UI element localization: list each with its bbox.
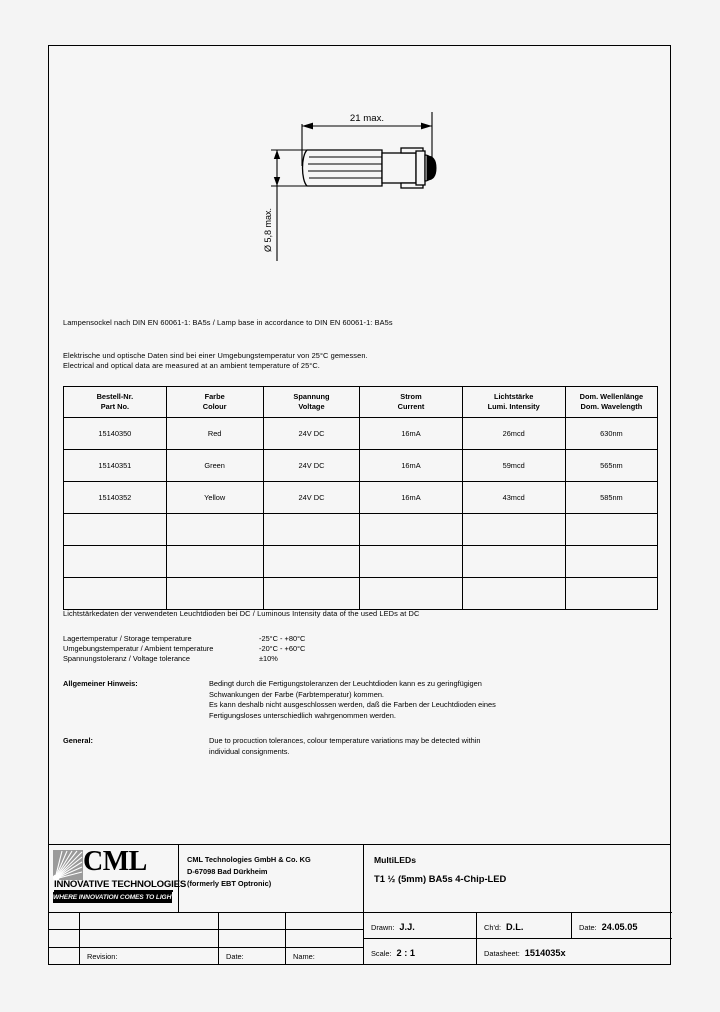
- cell-part-no: 15140350: [64, 418, 167, 450]
- revision-divider-1: [79, 913, 80, 965]
- revision-divider-2: [218, 913, 219, 965]
- cell-part-no: [64, 546, 167, 578]
- column-header-wavelength: Dom. Wellenlänge Dom. Wavelength: [565, 387, 657, 418]
- revision-row-labels: [49, 948, 363, 965]
- cell-current: [360, 514, 462, 546]
- cell-wavelength: [565, 578, 657, 610]
- cell-wavelength: 565nm: [565, 450, 657, 482]
- product-title: [364, 845, 672, 913]
- meta-datasheet-label: Datasheet:: [484, 949, 520, 958]
- cell-voltage: [263, 546, 360, 578]
- cell-intensity: 26mcd: [462, 418, 565, 450]
- cell-part-no: 15140351: [64, 450, 167, 482]
- product-description: T1 ½ (5mm) BA5s 4-Chip-LED: [374, 873, 507, 884]
- hint-line: Bedingt durch die Fertigungstoleranzen der Leuchtdioden kann es zu geringfügigen: [209, 679, 482, 688]
- revision-name-label: Name:: [293, 951, 315, 961]
- table-row: [64, 450, 658, 482]
- meta-scale: [364, 939, 477, 965]
- cell-current: [360, 546, 462, 578]
- cell-wavelength: [565, 546, 657, 578]
- cell-colour: [166, 546, 263, 578]
- electrical-note-en: Electrical and optical data are measured at an ambient temperature of 25°C.: [63, 361, 320, 370]
- cell-wavelength: 585nm: [565, 482, 657, 514]
- company-former-name: (formerly EBT Optronic): [187, 878, 272, 888]
- cell-current: [360, 578, 462, 610]
- cell-intensity: [462, 514, 565, 546]
- revision-divider-3: [285, 913, 286, 965]
- meta-checked: [477, 913, 572, 938]
- hint-line: Es kann deshalb nicht ausgeschlossen werden, daß die Farben der Leuchtdioden eines: [209, 700, 496, 710]
- hint-title-de: Allgemeiner Hinweis:: [63, 679, 138, 688]
- document-meta-grid: [364, 913, 672, 965]
- cell-voltage: 24V DC: [263, 482, 360, 514]
- hint-title-en: General:: [63, 736, 93, 745]
- led-technical-drawing: [49, 46, 670, 296]
- condition-label: Spannungstoleranz / Voltage tolerance: [63, 654, 190, 663]
- meta-date-value: 24.05.05: [601, 921, 638, 932]
- lamp-base-note: Lampensockel nach DIN EN 60061-1: BA5s / Lamp base in accordance to DIN EN 60061-1: BA5s: [63, 318, 393, 327]
- company-name: CML Technologies GmbH & Co. KG: [187, 855, 311, 864]
- table-row: [64, 578, 658, 610]
- meta-scale-line: [371, 943, 415, 961]
- meta-scale-value: 2 : 1: [396, 948, 415, 958]
- meta-drawn-label: Drawn:: [371, 922, 395, 932]
- dimension-width-label: 21 max.: [349, 113, 385, 124]
- logo-art: [53, 846, 187, 908]
- hint-line: Fertigungsloses unterschiedlich wahrgenommen werden.: [209, 710, 396, 720]
- meta-checked-value: D.L.: [506, 921, 524, 932]
- company-address: [179, 845, 364, 913]
- cell-intensity: [462, 578, 565, 610]
- cell-part-no: [64, 578, 167, 610]
- condition-label: Lagertemperatur / Storage temperature: [63, 634, 192, 643]
- table-header-row: [64, 387, 658, 418]
- cell-intensity: 43mcd: [462, 482, 565, 514]
- cell-wavelength: [565, 514, 657, 546]
- title-block: [49, 844, 670, 964]
- table-row: [64, 546, 658, 578]
- column-header-intensity: Lichtstärke Lumi. Intensity: [462, 387, 565, 418]
- meta-checked-label: Ch'd:: [484, 922, 502, 932]
- meta-datasheet-line: [484, 943, 566, 961]
- cell-current: 16mA: [360, 418, 462, 450]
- condition-value: -25°C - +80°C: [259, 634, 306, 643]
- meta-date: [572, 913, 672, 938]
- meta-date-label: Date:: [579, 922, 597, 932]
- cell-voltage: [263, 514, 360, 546]
- meta-scale-label: Scale:: [371, 949, 392, 958]
- cell-intensity: 59mcd: [462, 450, 565, 482]
- cell-voltage: 24V DC: [263, 450, 360, 482]
- condition-value: -20°C - +60°C: [259, 644, 306, 653]
- specification-table: [63, 386, 658, 610]
- table-row: [64, 482, 658, 514]
- hint-line: Due to procuction tolerances, colour temperature variations may be detected within: [209, 736, 481, 745]
- sunburst-icon: [53, 850, 83, 880]
- datasheet-page: [48, 45, 671, 965]
- revision-date-label: Date:: [226, 951, 244, 961]
- cell-colour: [166, 578, 263, 610]
- sunburst-svg: [53, 850, 83, 880]
- column-header-voltage: Spannung Voltage: [263, 387, 360, 418]
- condition-label: Umgebungstemperatur / Ambient temperature: [63, 644, 214, 653]
- meta-drawn-line: [371, 917, 415, 935]
- cell-current: 16mA: [360, 450, 462, 482]
- column-header-part-no: Bestell-Nr. Part No.: [64, 387, 167, 418]
- revision-label: Revision:: [87, 951, 118, 961]
- product-family: MultiLEDs: [374, 855, 417, 865]
- logo-tagline: WHERE INNOVATION COMES TO LIGHT: [53, 894, 176, 901]
- cell-part-no: 15140352: [64, 482, 167, 514]
- meta-row-scale: [364, 939, 672, 965]
- table-row: [64, 418, 658, 450]
- logo-subtitle: INNOVATIVE TECHNOLOGIES: [54, 879, 187, 890]
- meta-row-approval: [364, 913, 672, 939]
- drawing-svg: [49, 46, 672, 296]
- revision-row-empty-2: [49, 930, 363, 947]
- meta-checked-line: [484, 917, 523, 935]
- condition-value: ±10%: [259, 654, 278, 663]
- cell-voltage: 24V DC: [263, 418, 360, 450]
- cell-colour: Red: [166, 418, 263, 450]
- cell-voltage: [263, 578, 360, 610]
- electrical-note-de: Elektrische und optische Daten sind bei einer Umgebungstemperatur von 25°C gemessen.: [63, 351, 368, 360]
- column-header-colour: Farbe Colour: [166, 387, 263, 418]
- hint-body-de: [209, 679, 496, 721]
- company-logo: [49, 845, 187, 913]
- cell-colour: Green: [166, 450, 263, 482]
- cell-part-no: [64, 514, 167, 546]
- dimension-diameter-label: Ø 5,8 max.: [263, 207, 273, 252]
- luminous-intensity-note: Lichtstärkedaten der verwendeten Leuchtdioden bei DC / Luminous Intensity data of the used LEDs at DC: [63, 609, 420, 618]
- company-city: D-67098 Bad Dürkheim: [187, 866, 268, 876]
- cell-wavelength: 630nm: [565, 418, 657, 450]
- meta-drawn: [364, 913, 477, 938]
- cell-intensity: [462, 546, 565, 578]
- meta-date-line: [579, 917, 637, 935]
- logo-wordmark: CML: [83, 846, 147, 877]
- cell-colour: Yellow: [166, 482, 263, 514]
- revision-grid: [49, 913, 364, 965]
- hint-line: individual consignments.: [209, 746, 290, 756]
- cell-current: 16mA: [360, 482, 462, 514]
- meta-datasheet: [477, 939, 672, 965]
- meta-drawn-value: J.J.: [399, 921, 415, 932]
- column-header-current: Strom Current: [360, 387, 462, 418]
- table-row: [64, 514, 658, 546]
- revision-row-empty-1: [49, 913, 363, 930]
- hint-body-en: [209, 736, 481, 757]
- hint-line: Schwankungen der Farbe (Farbtemperatur) kommen.: [209, 689, 384, 699]
- meta-datasheet-value: 1514035x: [524, 948, 566, 958]
- cell-colour: [166, 514, 263, 546]
